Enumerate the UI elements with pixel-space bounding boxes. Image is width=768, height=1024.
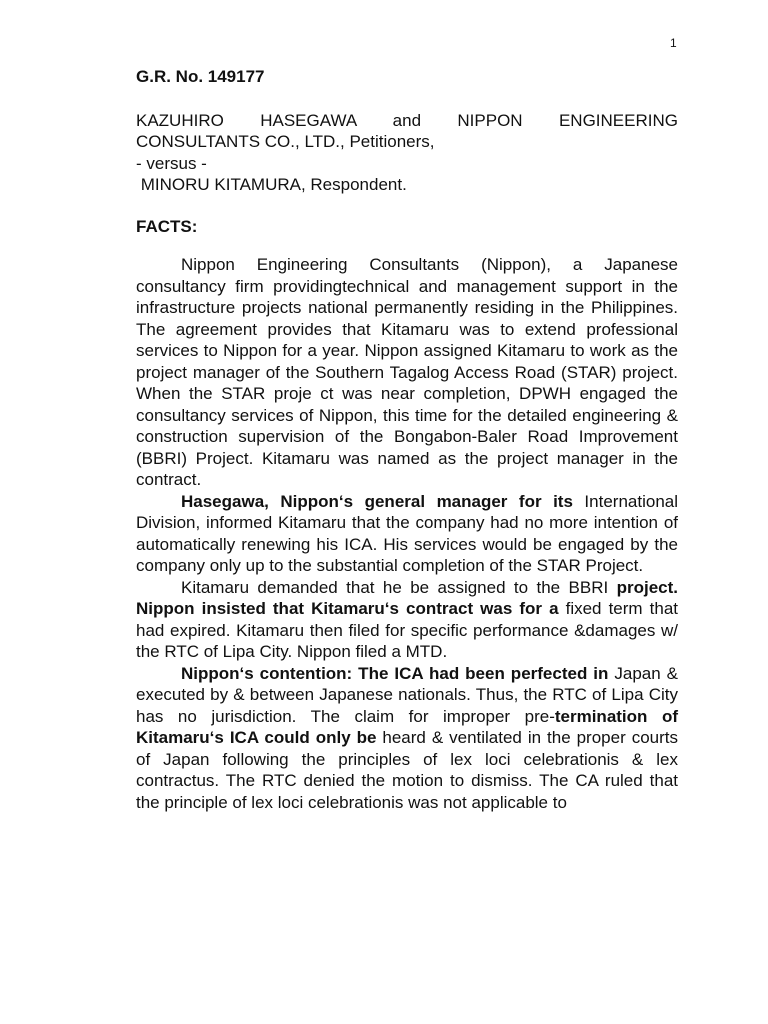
case-caption bbox=[136, 110, 678, 196]
paragraph-4-bold-2: termination of Kitamaru‘s ICA could only be bbox=[136, 706, 678, 747]
petitioners: KAZUHIRO HASEGAWA and NIPPON ENGINEERING CONSULTANTS CO., LTD., Petitioners, bbox=[136, 110, 678, 151]
paragraph-4-bold: Nippon‘s contention: The ICA had been perfected in bbox=[181, 663, 609, 683]
facts-paragraph-4 bbox=[136, 663, 678, 814]
page-number: 1 bbox=[670, 36, 677, 50]
facts-paragraph-1: Nippon Engineering Consultants (Nippon), a Japanese consultancy firm providingtechnical and management support in the infrastructure projects national permanently residing in the Philippines. The agreement provides that Kitamaru was to extend professional services to Nippon for a year. Nippon assigned Kitamaru to work as the project manager of the Southern Tagalog Access Road (STAR) project. When the STAR proje ct was near completion, DPWH engaged the consultancy services of Nippon, this time for the detailed engineering & construction supervision of the Bongabon-Baler Road Improvement (BBRI) Project. Kitamaru was named as the project manager in the contract. bbox=[136, 255, 678, 489]
paragraph-4-text-2: heard & ventilated in the proper courts of Japan following the principles of lex loci celebrationis & lex contractus. The RTC denied the motion to dismiss. The CA ruled that the principle of lex loci celebrationis was not applicable to bbox=[136, 728, 678, 812]
paragraph-2-bold: Hasegawa, Nippon‘s general manager for its bbox=[181, 491, 573, 511]
paragraph-3-start: Kitamaru demanded that he be assigned to the BBRI bbox=[181, 577, 617, 597]
facts-paragraph-2 bbox=[136, 491, 678, 577]
paragraph-4-text: Japan & executed by & between Japanese nationals. Thus, the RTC of Lipa City has no jurisdiction. The claim for improper pre- bbox=[136, 663, 678, 726]
paragraph-3-text: fixed term that had expired. Kitamaru then filed for specific performance &damages w/ the RTC of Lipa City. Nippon filed a MTD. bbox=[136, 599, 678, 661]
respondent: MINORU KITAMURA, Respondent. bbox=[136, 175, 407, 194]
case-number: G.R. No. 149177 bbox=[136, 67, 265, 86]
paragraph-2-text: International Division, informed Kitamaru that the company had no more intention of automatically renewing his ICA. His services would be engaged by the company only up to the substantial completion of the STAR Project. bbox=[136, 491, 679, 575]
facts-paragraph-3 bbox=[136, 577, 678, 663]
document-body bbox=[136, 66, 678, 813]
facts-heading: FACTS: bbox=[136, 216, 198, 236]
paragraph-3-bold: project. Nippon insisted that Kitamaru‘s contract was for a bbox=[136, 577, 678, 618]
versus: - versus - bbox=[136, 153, 207, 173]
